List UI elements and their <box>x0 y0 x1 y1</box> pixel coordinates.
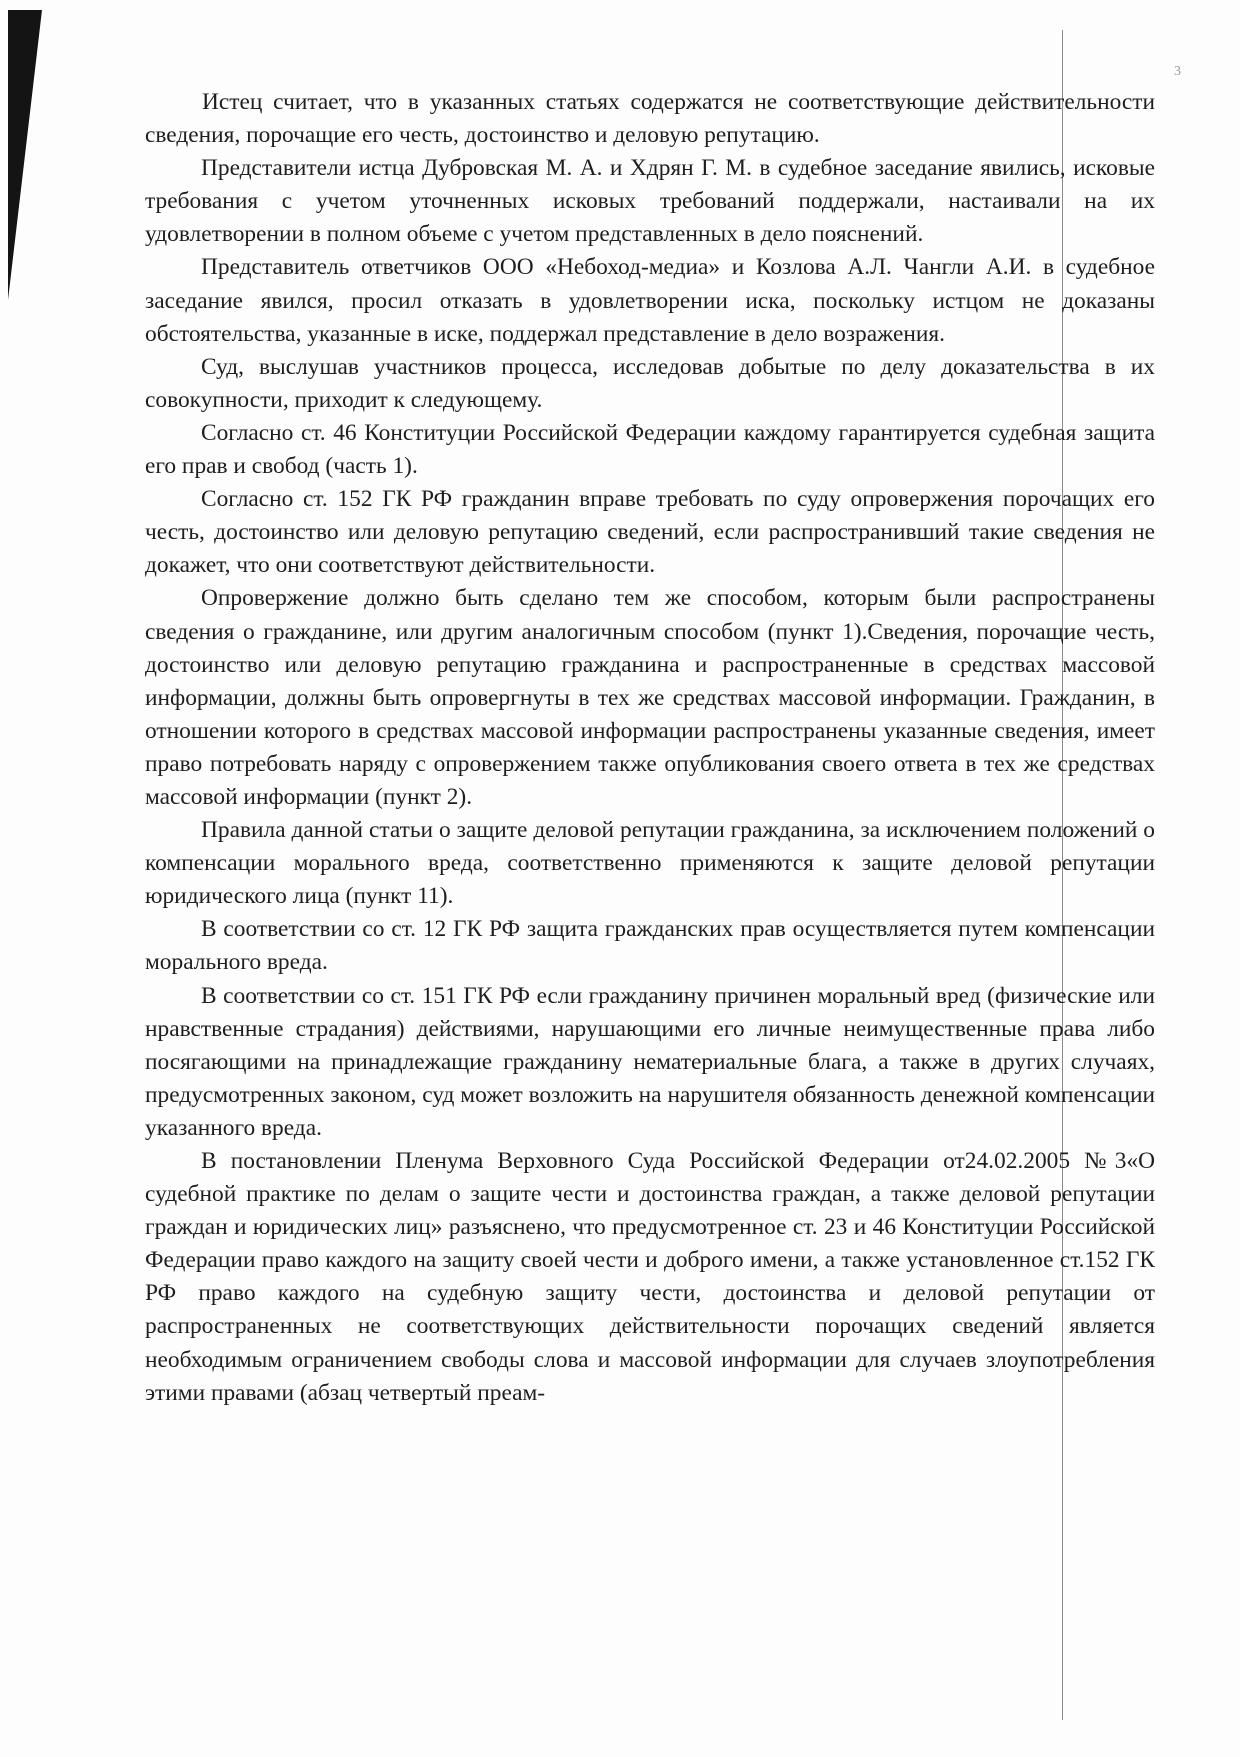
paragraph: Правила данной статьи о защите деловой репутации гражданина, за исключением положений о компенсации морального вреда, соответственно применяются к защите деловой репутации юридического лица (пункт 11). <box>145 817 1155 910</box>
page-number: 3 <box>1174 64 1181 79</box>
paragraph: Согласно ст. 46 Конституции Российской Федерации каждому гарантируется судебная защита его прав и свобод (часть 1). <box>145 419 1155 480</box>
paragraph: Опровержение должно быть сделано тем же способом, которым были распространены сведения о гражданине, или другим аналогичным способом (пункт 1).Сведения, порочащие честь, достоинство или деловую репутацию гражданина и распространенные в средствах массовой информации, должны быть опровергнуты в тех же средствах массовой информации. Гражданин, в отношении которого в средствах массовой информации распространены указанные сведения, имеет право потребовать наряду с опровержением также опубликования своего ответа в тех же средствах массовой информации (пункт 2). <box>145 585 1155 810</box>
paragraph: В соответствии со ст. 12 ГК РФ защита гражданских прав осуществляется путем компенсации морального вреда. <box>145 916 1155 976</box>
paragraph: В соответствии со ст. 151 ГК РФ если гражданину причинен моральный вред (физические или нравственные страдания) действиями, нарушающими его личные неимущественные права либо посягающими на принадлежащие гражданину нематериальные блага, а также в других случаях, предусмотренных законом, суд может возложить на нарушителя обязанность денежной компенсации указанного вреда. <box>145 982 1155 1141</box>
paragraph: Представители истца Дубровская М. А. и Хдрян Г. М. в судебное заседание явились, исковые требования с учетом уточненных исковых требований поддержали, настаивали на их удовлетворении в полном объеме с учетом представленных в дело пояснений. <box>145 155 1155 248</box>
paragraph: Представитель ответчиков ООО «Небоход-медиа» и Козлова А.Л. Чангли А.И. в судебное заседание явился, просил отказать в удовлетворении иска, поскольку истцом не доказаны обстоятельства, указанные в иске, поддержал представление в дело возражения. <box>145 254 1155 347</box>
scan-edge-shadow <box>8 10 42 300</box>
document-body <box>145 86 1155 1410</box>
paragraph: Согласно ст. 152 ГК РФ гражданин вправе требовать по суду опровержения порочащих его честь, достоинство или деловую репутацию сведений, если распространивший такие сведения не докажет, что они соответствуют действительности. <box>145 486 1155 579</box>
paragraph: В постановлении Пленума Верховного Суда Российской Федерации от24.02.2005 №3«О судебной практике по делам о защите чести и достоинства граждан, а также деловой репутации граждан и юридических лиц» разъяснено, что предусмотренное ст. 23 и 46 Конституции Российской Федерации право каждого на защиту своей чести и доброго имени, а также установленное ст.152 ГК РФ право каждого на судебную защиту чести, достоинства и деловой репутации от распространенных не соответствующих действительности порочащих сведений является необходимым ограничением свободы слова и массовой информации для случаев злоупотребления этими правами (абзац четвертый преам- <box>145 1148 1155 1406</box>
paragraph: Истец считает, что в указанных статьях содержатся не соответствующие действительности сведения, порочащие его честь, достоинство и деловую репутацию. <box>145 89 1155 149</box>
paragraph: Суд, выслушав участников процесса, исследовав добытые по делу доказательства в их совокупности, приходит к следующему. <box>145 353 1155 413</box>
